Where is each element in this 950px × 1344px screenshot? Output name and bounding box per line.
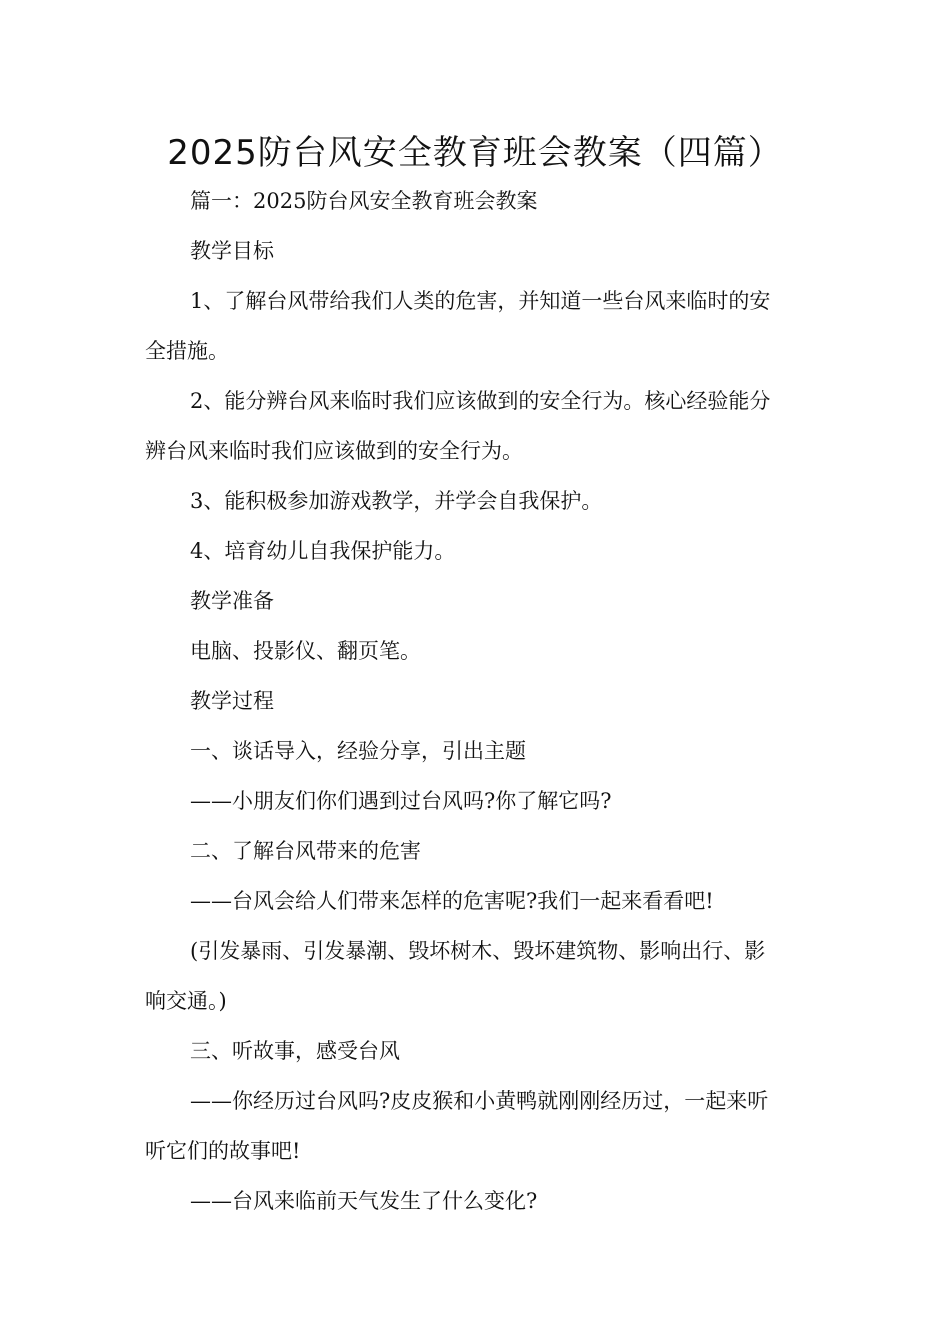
paragraph-line: 听它们的故事吧! <box>145 1139 301 1163</box>
section-heading: 篇一：2025防台风安全教育班会教案 <box>190 189 538 213</box>
paragraph-line: 响交通。) <box>145 989 227 1013</box>
paragraph-line: 电脑、投影仪、翻页笔。 <box>190 639 421 663</box>
paragraph-line: ——台风来临前天气发生了什么变化? <box>190 1189 538 1213</box>
paragraph-line: 全措施。 <box>145 339 229 363</box>
paragraph-line: 2、能分辨台风来临时我们应该做到的安全行为。核心经验能分 <box>190 389 771 413</box>
paragraph-line: 4、培育幼儿自我保护能力。 <box>190 539 456 563</box>
paragraph-line: ——你经历过台风吗?皮皮猴和小黄鸭就刚刚经历过，一起来听 <box>190 1089 769 1113</box>
paragraph-heading: 教学目标 <box>190 239 274 263</box>
document-title: 2025防台风安全教育班会教案（四篇） <box>167 133 783 173</box>
paragraph-line: 一、谈话导入，经验分享，引出主题 <box>190 739 526 763</box>
paragraph-line: 3、能积极参加游戏教学，并学会自我保护。 <box>190 489 603 513</box>
paragraph-line: 1、了解台风带给我们人类的危害，并知道一些台风来临时的安 <box>190 289 771 313</box>
paragraph-line: 三、听故事，感受台风 <box>190 1039 400 1063</box>
paragraph-heading: 教学过程 <box>190 689 274 713</box>
paragraph-line: ——台风会给人们带来怎样的危害呢?我们一起来看看吧! <box>190 889 714 913</box>
paragraph-line: 辨台风来临时我们应该做到的安全行为。 <box>145 439 523 463</box>
paragraph-line: ——小朋友们你们遇到过台风吗?你了解它吗? <box>190 789 612 813</box>
paragraph-line: 二、了解台风带来的危害 <box>190 839 421 863</box>
paragraph-line: (引发暴雨、引发暴潮、毁坏树木、毁坏建筑物、影响出行、影 <box>190 939 766 963</box>
paragraph-heading: 教学准备 <box>190 589 274 613</box>
